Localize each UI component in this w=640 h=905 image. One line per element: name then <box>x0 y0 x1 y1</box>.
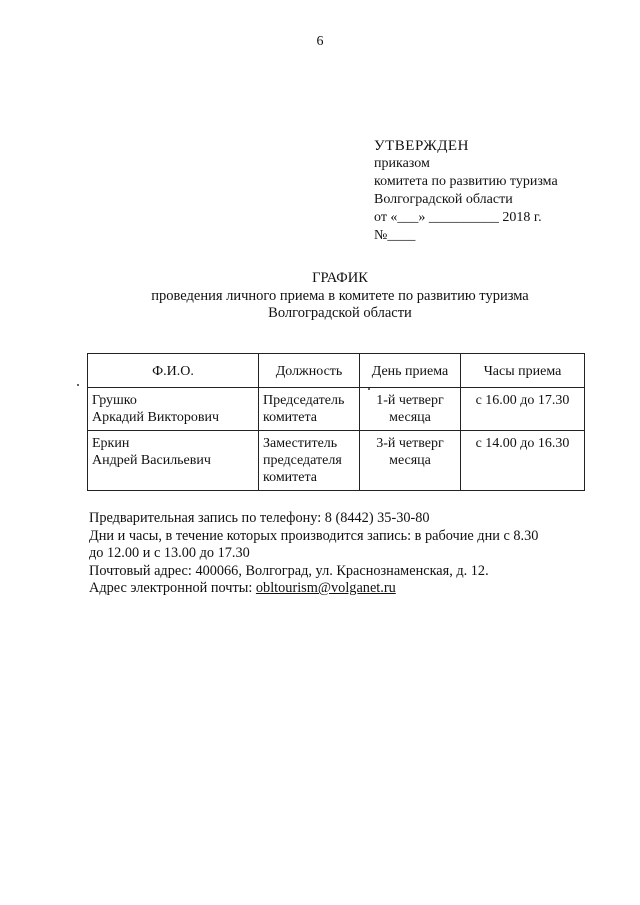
table-row <box>88 388 585 431</box>
column-header-hours: Часы приема <box>461 354 585 388</box>
approval-line: №____ <box>374 228 416 243</box>
cell-hours: с 16.00 до 17.30 <box>461 388 585 431</box>
column-header-position: Должность <box>259 354 360 388</box>
position-line: Заместитель <box>263 436 338 451</box>
email-link[interactable]: obltourism@volganet.ru <box>255 580 396 596</box>
given-names: Аркадий Викторович <box>92 410 220 425</box>
day-line: 1-й четверг <box>376 393 444 408</box>
address-note: Почтовый адрес: 400066, Волгоград, ул. Краснознаменская, д. 12. <box>89 562 489 579</box>
position-line: комитета <box>263 410 318 425</box>
hours-note: Дни и часы, в течение которых производится запись: в рабочие дни с 8.30 <box>89 527 539 544</box>
position-line: комитета <box>263 470 318 485</box>
day-line: месяца <box>389 410 431 425</box>
cell-name <box>88 431 259 491</box>
approval-block <box>374 137 558 245</box>
reception-schedule-table <box>87 353 585 491</box>
surname: Грушко <box>92 393 137 408</box>
scan-speck <box>77 384 79 386</box>
given-names: Андрей Васильевич <box>92 453 211 468</box>
hours-note: до 12.00 и с 13.00 до 17.30 <box>89 545 250 561</box>
email-note <box>89 580 589 598</box>
page-number: 6 <box>316 34 324 49</box>
table-row <box>88 431 585 491</box>
cell-position <box>259 431 360 491</box>
heading-subtitle: Волгоградской области <box>268 305 412 321</box>
position-line: председателя <box>263 453 342 468</box>
day-line: месяца <box>389 453 431 468</box>
email-label: Адрес электронной почты: <box>89 580 256 596</box>
cell-hours: с 14.00 до 16.30 <box>461 431 585 491</box>
heading-subtitle: проведения личного приема в комитете по развитию туризма <box>151 287 529 304</box>
approval-title: УТВЕРЖДЕН <box>374 138 469 154</box>
approval-line: комитета по развитию туризма <box>374 174 558 189</box>
cell-day <box>360 388 461 431</box>
approval-line: Волгоградской области <box>374 192 513 207</box>
approval-line: от «___» __________ 2018 г. <box>374 210 542 225</box>
surname: Еркин <box>92 436 130 451</box>
phone-note: Предварительная запись по телефону: 8 (8442) 35-30-80 <box>89 510 430 526</box>
contact-notes <box>89 510 589 598</box>
column-header-day: День приема <box>360 354 461 388</box>
day-line: 3-й четверг <box>376 436 444 451</box>
cell-position <box>259 388 360 431</box>
cell-name <box>88 388 259 431</box>
cell-day <box>360 431 461 491</box>
position-line: Председатель <box>263 393 345 408</box>
heading-title: ГРАФИК <box>312 270 368 286</box>
approval-line: приказом <box>374 156 430 171</box>
document-heading <box>0 270 640 323</box>
column-header-name: Ф.И.О. <box>88 354 259 388</box>
scan-speck <box>368 388 370 390</box>
table-header-row <box>88 354 585 388</box>
